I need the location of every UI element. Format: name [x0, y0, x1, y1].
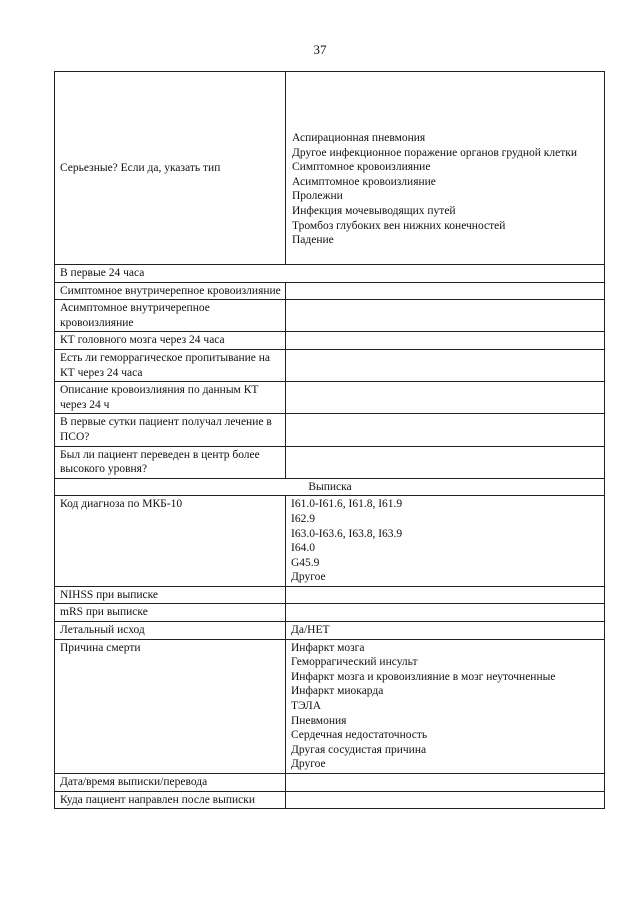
option-item: I64.0 [291, 542, 315, 555]
field-label: Асимптомное внутричерепное кровоизлияние [55, 300, 286, 332]
field-label: Дата/время выписки/перевода [55, 774, 286, 792]
complications-label: Серьезные? Если да, указать тип [55, 72, 286, 265]
field-label: Есть ли геморрагическое пропитывание на КТ через 24 часа [55, 349, 286, 381]
field-value[interactable] [286, 791, 605, 809]
option-item: I63.0-I63.6, I63.8, I63.9 [291, 527, 403, 540]
option-item: Пролежни [292, 190, 343, 203]
lethal-value: Да/НЕТ [286, 622, 605, 640]
death-cause-label: Причина смерти [55, 639, 286, 773]
table-row [55, 332, 605, 350]
field-label: В первые сутки пациент получал лечение в ПСО? [55, 414, 286, 446]
table-row [55, 382, 605, 414]
option-item: Другое инфекционное поражение органов грудной клетки [292, 146, 577, 159]
option-item: Аспирационная пневмония [292, 132, 426, 144]
option-item: G45.9 [291, 556, 320, 569]
table-row [55, 586, 605, 604]
field-value[interactable] [286, 349, 605, 381]
field-value[interactable] [286, 774, 605, 792]
field-label: Был ли пациент переведен в центр более высокого уровня? [55, 446, 286, 478]
field-label: Симптомное внутричерепное кровоизлияние [55, 282, 286, 300]
field-label: Летальный исход [55, 622, 286, 640]
table-row [55, 622, 605, 640]
field-value[interactable] [286, 586, 605, 604]
option-item: Другая сосудистая причина [291, 743, 427, 756]
field-label: Описание кровоизлияния по данным КТ через 24 ч [55, 382, 286, 414]
table-row [55, 414, 605, 446]
complications-row [55, 72, 605, 265]
death-cause-options [286, 639, 605, 773]
field-value[interactable] [286, 282, 605, 300]
first24-section-header: В первые 24 часа [55, 265, 605, 283]
table-row [55, 282, 605, 300]
field-value[interactable] [286, 382, 605, 414]
option-item: ТЭЛА [291, 700, 321, 713]
option-item: Инфаркт мозга и кровоизлияние в мозг неуточненные [291, 670, 556, 683]
option-item: Падение [292, 234, 334, 247]
option-item: Инфаркт мозга [291, 641, 365, 654]
field-value[interactable] [286, 446, 605, 478]
field-label: КТ головного мозга через 24 часа [55, 332, 286, 350]
icd-options [286, 496, 605, 587]
field-label: NIHSS при выписке [55, 586, 286, 604]
option-item: Пневмония [291, 714, 347, 727]
option-item: Геморрагический инсульт [291, 656, 418, 669]
field-value[interactable] [286, 414, 605, 446]
page-number: 37 [313, 42, 327, 57]
table-row [55, 791, 605, 809]
field-value[interactable] [286, 300, 605, 332]
complications-options [286, 72, 605, 265]
table-row [55, 774, 605, 792]
option-item: Инфекция мочевыводящих путей [292, 204, 456, 217]
option-item: Сердечная недостаточность [291, 729, 428, 742]
icd-row [55, 496, 605, 587]
option-item: Тромбоз глубоких вен нижних конечностей [292, 219, 506, 232]
option-item: Инфаркт миокарда [291, 685, 384, 698]
option-item: Симптомное кровоизлияние [292, 161, 431, 174]
option-item: I62.9 [291, 512, 315, 525]
stroke-registry-form-table [54, 71, 605, 809]
option-item: Другое [291, 571, 326, 584]
field-value[interactable] [286, 604, 605, 622]
table-row [55, 446, 605, 478]
table-row [55, 604, 605, 622]
option-item: I61.0-I61.6, I61.8, I61.9 [291, 498, 403, 511]
field-label: mRS при выписке [55, 604, 286, 622]
discharge-section-row [55, 478, 605, 496]
option-item: Другое [291, 758, 326, 771]
option-item: Асимптомное кровоизлияние [292, 175, 436, 188]
table-row [55, 349, 605, 381]
first24-section-row [55, 265, 605, 283]
field-label: Куда пациент направлен после выписки [55, 791, 286, 809]
icd-label: Код диагноза по МКБ-10 [55, 496, 286, 587]
death-cause-row [55, 639, 605, 773]
field-value[interactable] [286, 332, 605, 350]
table-row [55, 300, 605, 332]
discharge-section-header: Выписка [55, 478, 605, 496]
